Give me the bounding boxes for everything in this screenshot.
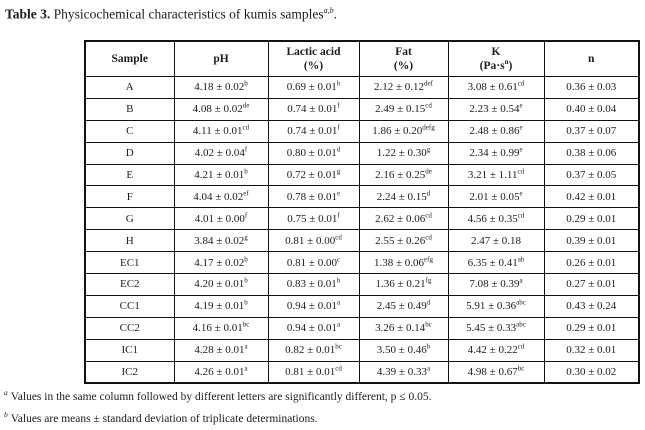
table-title-superscript: a,b	[323, 6, 334, 15]
cell-fat: 2.45 ± 0.49$^d$	[359, 295, 448, 317]
cell-k: 2.47 ± 0.18	[448, 230, 544, 252]
table-header-row	[85, 41, 639, 77]
column-header-n: n	[544, 41, 639, 77]
cell-ph: 4.16 ± 0.01$^{bc}$	[174, 317, 268, 339]
cell-ph: 4.26 ± 0.01$^a$	[174, 361, 268, 383]
cell-lactic-acid: 0.72 ± 0.01$^g$	[268, 164, 359, 186]
cell-lactic-acid: 0.75 ± 0.01$^f$	[268, 208, 359, 230]
cell-lactic-acid: 0.82 ± 0.01$^{bc}$	[268, 339, 359, 361]
cell-k: 4.56 ± 0.35$^{cd}$	[448, 208, 544, 230]
table-row	[85, 361, 639, 383]
cell-lactic-acid: 0.74 ± 0.01$^f$	[268, 98, 359, 120]
cell-lactic-acid: 0.69 ± 0.01$^h$	[268, 77, 359, 99]
table-row	[85, 98, 639, 120]
cell-ph: 4.20 ± 0.01$^b$	[174, 274, 268, 296]
cell-k: 2.48 ± 0.86$^e$	[448, 120, 544, 142]
table-row	[85, 208, 639, 230]
table-title-period: .	[333, 6, 337, 22]
column-header-sample: Sample	[85, 41, 174, 77]
cell-lactic-acid: 0.81 ± 0.00$^{cd}$	[268, 230, 359, 252]
table-body	[85, 77, 639, 384]
cell-n: 0.36 ± 0.03	[544, 77, 639, 99]
cell-k: 3.21 ± 1.11$^{cd}$	[448, 164, 544, 186]
cell-sample: F	[85, 186, 174, 208]
table-row	[85, 164, 639, 186]
cell-n: 0.32 ± 0.01	[544, 339, 639, 361]
cell-sample: A	[85, 77, 174, 99]
table-row	[85, 77, 639, 99]
cell-k: 5.45 ± 0.33$^{abc}$	[448, 317, 544, 339]
cell-k: 4.42 ± 0.22$^{cd}$	[448, 339, 544, 361]
cell-ph: 4.01 ± 0.00$^f$	[174, 208, 268, 230]
cell-k: 7.08 ± 0.39$^a$	[448, 274, 544, 296]
cell-k: 2.23 ± 0.54$^e$	[448, 98, 544, 120]
table-title-text: Physicochemical characteristics of kumis samples	[50, 6, 324, 22]
footnote-b: $^b$ Values are means ± standard deviation of triplicate determinations.	[4, 409, 318, 425]
cell-lactic-acid: 0.74 ± 0.01$^f$	[268, 120, 359, 142]
cell-lactic-acid: 0.80 ± 0.01$^d$	[268, 142, 359, 164]
table-title	[5, 6, 337, 23]
cell-sample: E	[85, 164, 174, 186]
cell-sample: H	[85, 230, 174, 252]
cell-ph: 4.19 ± 0.01$^b$	[174, 295, 268, 317]
cell-lactic-acid: 0.83 ± 0.01$^b$	[268, 274, 359, 296]
cell-sample: IC1	[85, 339, 174, 361]
cell-k: 5.91 ± 0.36$^{abc}$	[448, 295, 544, 317]
cell-n: 0.40 ± 0.04	[544, 98, 639, 120]
table-row	[85, 186, 639, 208]
cell-ph: 4.21 ± 0.01$^b$	[174, 164, 268, 186]
table-header	[85, 41, 639, 77]
cell-fat: 1.38 ± 0.06$^{efg}$	[359, 252, 448, 274]
cell-sample: C	[85, 120, 174, 142]
cell-k: 6.35 ± 0.41$^{ab}$	[448, 252, 544, 274]
cell-fat: 1.36 ± 0.21$^{fg}$	[359, 274, 448, 296]
cell-sample: G	[85, 208, 174, 230]
cell-sample: D	[85, 142, 174, 164]
column-header-ph: pH	[174, 41, 268, 77]
cell-ph: 3.84 ± 0.02$^g$	[174, 230, 268, 252]
cell-n: 0.43 ± 0.24	[544, 295, 639, 317]
cell-ph: 4.08 ± 0.02de	[174, 98, 268, 120]
cell-fat: 4.39 ± 0.33$^a$	[359, 361, 448, 383]
cell-fat: $1.86 \pm 0.20^{defg}$	[359, 120, 448, 142]
column-header-lactic-acid: Lactic acid (%)	[268, 41, 359, 77]
table-row	[85, 230, 639, 252]
column-header-fat: Fat (%)	[359, 41, 448, 77]
cell-n: 0.37 ± 0.05	[544, 164, 639, 186]
cell-n: 0.27 ± 0.01	[544, 274, 639, 296]
cell-k: 2.01 ± 0.05$^e$	[448, 186, 544, 208]
cell-fat: 2.49 ± 0.15$^{cd}$	[359, 98, 448, 120]
cell-n: 0.30 ± 0.02	[544, 361, 639, 383]
table-title-label: Table 3.	[5, 6, 51, 22]
table-row	[85, 274, 639, 296]
data-table-container	[84, 40, 640, 384]
cell-fat: 3.50 ± 0.46$^b$	[359, 339, 448, 361]
cell-fat: 2.24 ± 0.15$^d$	[359, 186, 448, 208]
cell-ph: 4.11 ± 0.01$^{cd}$	[174, 120, 268, 142]
cell-fat: 2.16 ± 0.25de	[359, 164, 448, 186]
cell-lactic-acid: 0.78 ± 0.01$^e$	[268, 186, 359, 208]
cell-k: 3.08 ± 0.61$^{cd}$	[448, 77, 544, 99]
cell-n: 0.26 ± 0.01	[544, 252, 639, 274]
table-row	[85, 120, 639, 142]
cell-fat: 1.22 ± 0.30$^g$	[359, 142, 448, 164]
cell-lactic-acid: 0.94 ± 0.01$^a$	[268, 295, 359, 317]
cell-n: 0.37 ± 0.07	[544, 120, 639, 142]
table-row	[85, 252, 639, 274]
cell-ph: 4.02 ± 0.04$^f$	[174, 142, 268, 164]
cell-ph: 4.04 ± 0.02$^{ef}$	[174, 186, 268, 208]
table-row	[85, 317, 639, 339]
cell-ph: 4.18 ± 0.02$^b$	[174, 77, 268, 99]
cell-lactic-acid: 0.81 ± 0.00$^c$	[268, 252, 359, 274]
cell-n: 0.42 ± 0.01	[544, 186, 639, 208]
cell-ph: 4.28 ± 0.01$^a$	[174, 339, 268, 361]
cell-sample: EC2	[85, 274, 174, 296]
cell-fat: 2.12 ± 0.12$^{def}$	[359, 77, 448, 99]
cell-n: 0.38 ± 0.06	[544, 142, 639, 164]
table-row	[85, 295, 639, 317]
cell-sample: B	[85, 98, 174, 120]
cell-n: 0.39 ± 0.01	[544, 230, 639, 252]
cell-k: 2.34 ± 0.99$^e$	[448, 142, 544, 164]
cell-sample: CC2	[85, 317, 174, 339]
cell-lactic-acid: 0.81 ± 0.01$^{cd}$	[268, 361, 359, 383]
cell-n: 0.29 ± 0.01	[544, 208, 639, 230]
footnotes	[4, 387, 431, 430]
cell-sample: CC1	[85, 295, 174, 317]
cell-k: 4.98 ± 0.67$^{bc}$	[448, 361, 544, 383]
cell-sample: EC1	[85, 252, 174, 274]
footnote-a: $^a$ Values in the same column followed by different letters are significantly different, p ≤ 0.05.	[4, 388, 432, 403]
column-header-k: K $(Pa\cdot s^n)$	[448, 41, 544, 77]
cell-fat: 2.55 ± 0.26$^{cd}$	[359, 230, 448, 252]
cell-fat: 2.62 ± 0.06$^{cd}$	[359, 208, 448, 230]
cell-ph: 4.17 ± 0.02$^b$	[174, 252, 268, 274]
data-table	[84, 40, 640, 384]
cell-fat: 3.26 ± 0.14$^{bc}$	[359, 317, 448, 339]
table-row	[85, 339, 639, 361]
table-row	[85, 142, 639, 164]
cell-lactic-acid: 0.94 ± 0.01$^a$	[268, 317, 359, 339]
cell-sample: IC2	[85, 361, 174, 383]
cell-n: 0.29 ± 0.01	[544, 317, 639, 339]
